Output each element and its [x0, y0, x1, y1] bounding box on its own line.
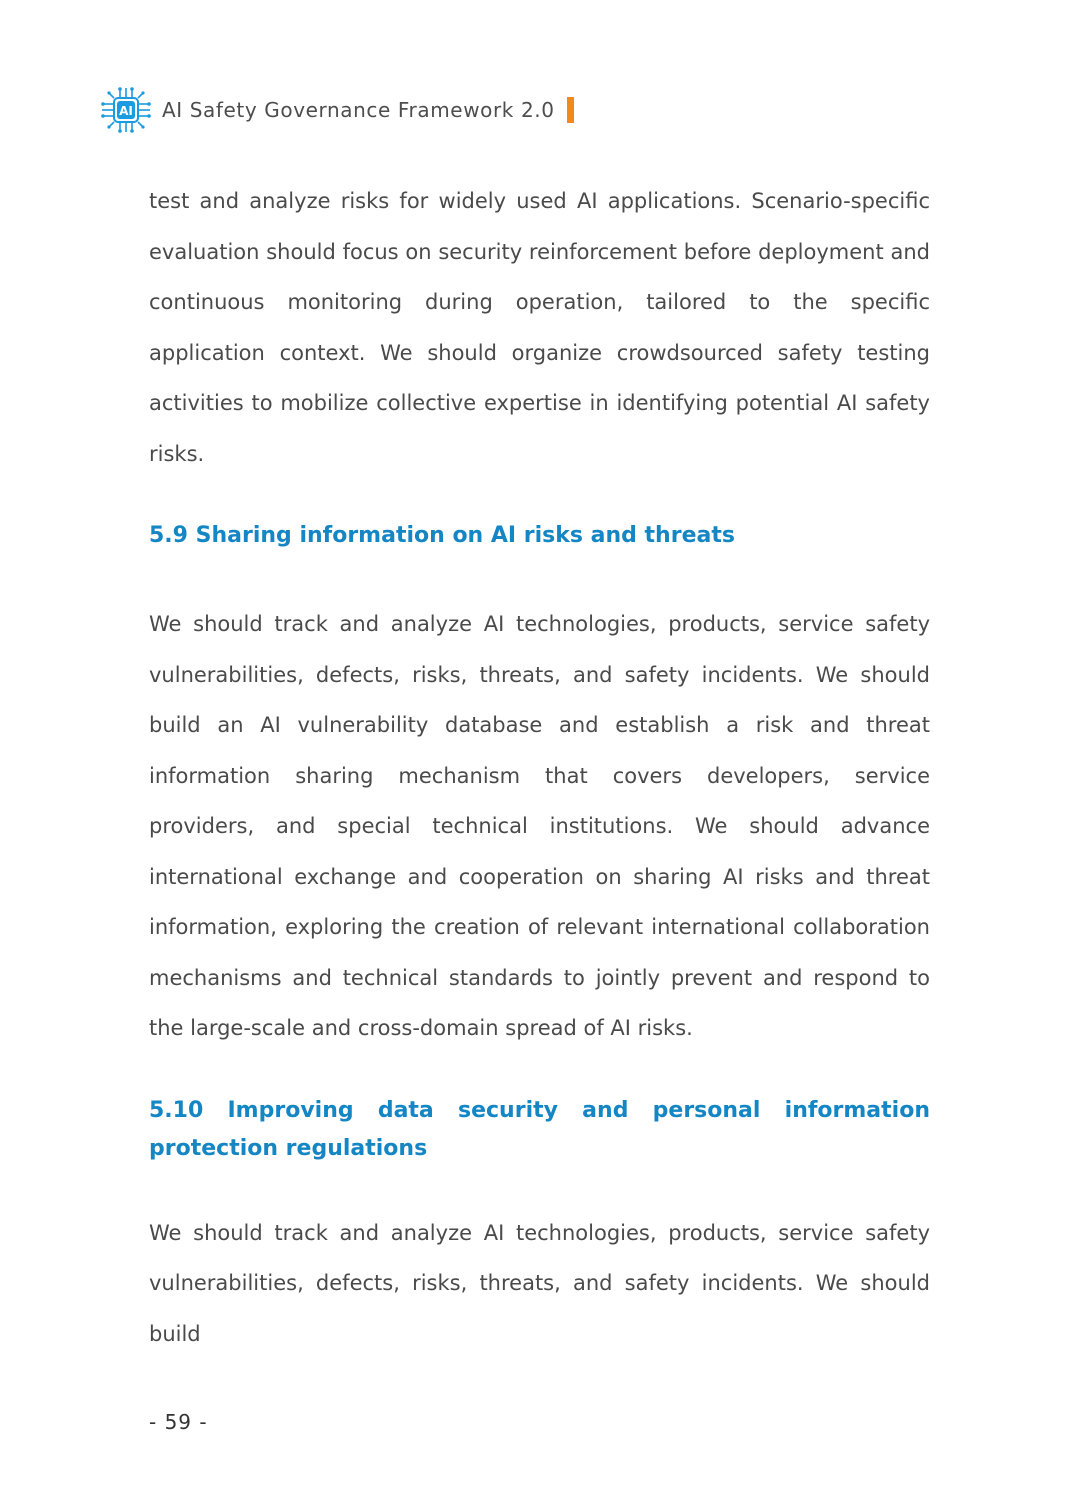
page-header: [100, 84, 574, 136]
ai-chip-logo-icon: [100, 84, 152, 136]
page-content: [149, 176, 930, 1359]
body-paragraph: test and analyze risks for widely used AI applications. Scenario-specific evaluation should focus on security reinforcement before deployment and continuous monitoring during operation, tailored to the specific application context. We should organize crowdsourced safety testing activities to mobilize collective expertise in identifying potential AI safety risks.: [149, 189, 930, 466]
header-accent-bar: [567, 97, 574, 123]
document-title: AI Safety Governance Framework 2.0: [162, 98, 555, 122]
body-paragraph: We should track and analyze AI technologies, products, service safety vulnerabilities, defects, risks, threats, and safety incidents. We should build: [149, 1220, 930, 1346]
logo-text: AI: [119, 104, 133, 118]
section-heading-5-9: 5.9 Sharing information on AI risks and threats: [149, 523, 735, 548]
body-paragraph: We should track and analyze AI technologies, products, service safety vulnerabilities, defects, risks, threats, and safety incidents. We should build an AI vulnerability database and establish a risk and threat information sharing mechanism that covers developers, service providers, and special technical institutions. We should advance international exchange and cooperation on sharing AI risks and threat information, exploring the creation of relevant international collaboration mechanisms and technical standards to jointly prevent and respond to the large-scale and cross-domain spread of AI risks.: [149, 612, 930, 1040]
page-number: - 59 -: [149, 1410, 208, 1434]
section-heading-5-10: 5.10 Improving data security and personal information protection regulations: [149, 1097, 930, 1161]
